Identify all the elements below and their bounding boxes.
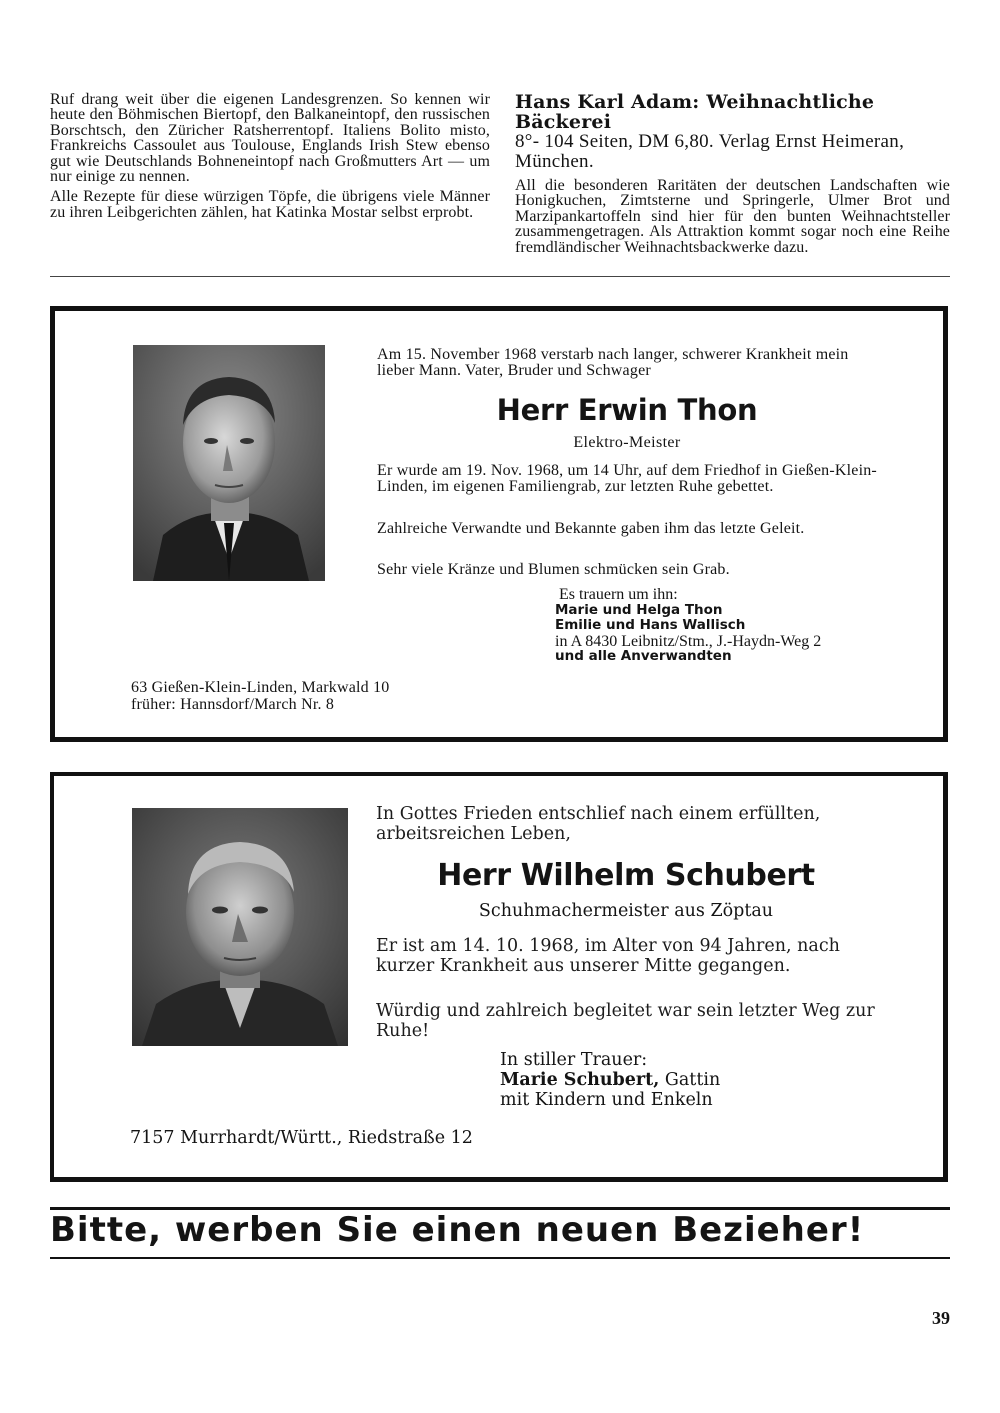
- obituary-1-flowers: Sehr viele Kränze und Blumen schmücken sein Grab.: [377, 561, 730, 578]
- obituary-2-death: Er ist am 14. 10. 1968, im Alter von 94 Jahren, nach kurzer Krankheit aus unserer Mitte gegangen.: [376, 936, 840, 976]
- slogan-bottom-rule: [50, 1257, 950, 1259]
- obituary-1-profession: Elektro-Meister: [573, 434, 681, 451]
- subscriber-slogan: Bitte, werben Sie einen neuen Bezieher!: [50, 1210, 865, 1250]
- book-review: [515, 92, 950, 255]
- obituary-2-mourner-name: Marie Schubert,: [500, 1070, 660, 1090]
- portrait-photo-erwin-thon: [133, 345, 325, 581]
- left-column-paragraph-2: Alle Rezepte für diese würzigen Töpfe, die übrigens viele Männer zu ihren Leibgerichten zählen, hat Katinka Mostar selbst erprobt.: [50, 188, 490, 221]
- obituary-2-profession: Schuhmachermeister aus Zöptau: [478, 901, 774, 921]
- portrait-photo-wilhelm-schubert: [132, 808, 348, 1046]
- obituary-1-mourners: [555, 587, 915, 665]
- obituary-1-address-line-2: früher: Hannsdorf/March Nr. 8: [131, 696, 335, 713]
- obituary-2-mourner-relation: Gattin: [659, 1070, 721, 1090]
- obituary-1-address: [131, 679, 389, 713]
- obituary-2-address: 7157 Murrhardt/Württ., Riedstraße 12: [130, 1128, 473, 1148]
- obituary-erwin-thon: [50, 306, 948, 742]
- obituary-2-escort: Würdig und zahlreich begleitet war sein letzter Weg zur Ruhe!: [376, 1001, 875, 1041]
- obituary-1-name: Herr Erwin Thon: [496, 393, 758, 427]
- obituary-1-intro: Am 15. November 1968 verstarb nach langer, schwerer Krankheit mein lieber Mann. Vater, Bruder und Schwager: [377, 346, 849, 379]
- left-column-article-end: [50, 92, 490, 220]
- obituary-2-name: Herr Wilhelm Schubert: [437, 858, 815, 893]
- portrait-elderly-man-icon: [132, 808, 348, 1046]
- obituary-1-mourning-intro: Es trauern um ihn:: [559, 586, 678, 603]
- obituary-2-mourning-intro: In stiller Trauer:: [500, 1050, 648, 1070]
- portrait-man-icon: [133, 345, 325, 581]
- obituary-2-mourner-family: mit Kindern und Enkeln: [500, 1090, 713, 1110]
- obituary-2-mourners: [500, 1050, 900, 1110]
- left-column-paragraph-1: Ruf drang weit über die eigenen Landesgrenzen. So kennen wir heute den Böhmischen Biertopf, den Balkaneintopf, den russischen Borschtsch, den Züricher Ratsherrentopf. Italiens Bolito misto, Frankreichs Cassoulet aus Toulouse, Englands Irish Stew ebenso gut wie Deutschlands Bohneneintopf nach Großmutters Art — um nur einige zu nennen.: [50, 91, 490, 186]
- obituary-wilhelm-schubert: [50, 772, 948, 1182]
- obituary-1-burial: Er wurde am 19. Nov. 1968, um 14 Uhr, auf dem Friedhof in Gießen-Klein-Linden, im eigenen Familiengrab, zur letzten Ruhe gebettet.: [377, 462, 877, 495]
- obituary-1-mourner-2-address: in A 8430 Leibnitz/Stm., J.-Haydn-Weg 2: [555, 632, 822, 650]
- obituary-2-intro: In Gottes Frieden entschlief nach einem erfüllten, arbeitsreichen Leben,: [376, 804, 821, 844]
- book-publication-info: 8°- 104 Seiten, DM 6,80. Verlag Ernst Heimeran, München.: [515, 131, 905, 172]
- book-title: Hans Karl Adam: Weihnachtliche Bäckerei: [515, 91, 875, 133]
- book-description: All die besonderen Raritäten der deutschen Landschaften wie Honigkuchen, Zimtsterne und Springerle, Ulmer Brot und Marzipankartoffeln sind hier für den bunten Weihnachtsteller zusammengetragen. Als Attraktion kommt sogar noch eine Reihe fremdländischer Weihnachtsbackwerke dazu.: [515, 177, 950, 256]
- divider-rule: [50, 276, 950, 277]
- obituary-2-mourner-line: [500, 1070, 900, 1090]
- obituary-1-mourner-2: Emilie und Hans Wallisch: [555, 617, 746, 634]
- obituary-1-address-line-1: 63 Gießen-Klein-Linden, Markwald 10: [131, 679, 390, 696]
- obituary-1-mourner-3: und alle Anverwandten: [555, 648, 732, 665]
- obituary-1-mourners-attended: Zahlreiche Verwandte und Bekannte gaben ihm das letzte Geleit.: [377, 520, 805, 537]
- obituary-1-mourner-1: Marie und Helga Thon: [555, 601, 723, 618]
- page-number: 39: [932, 1308, 950, 1328]
